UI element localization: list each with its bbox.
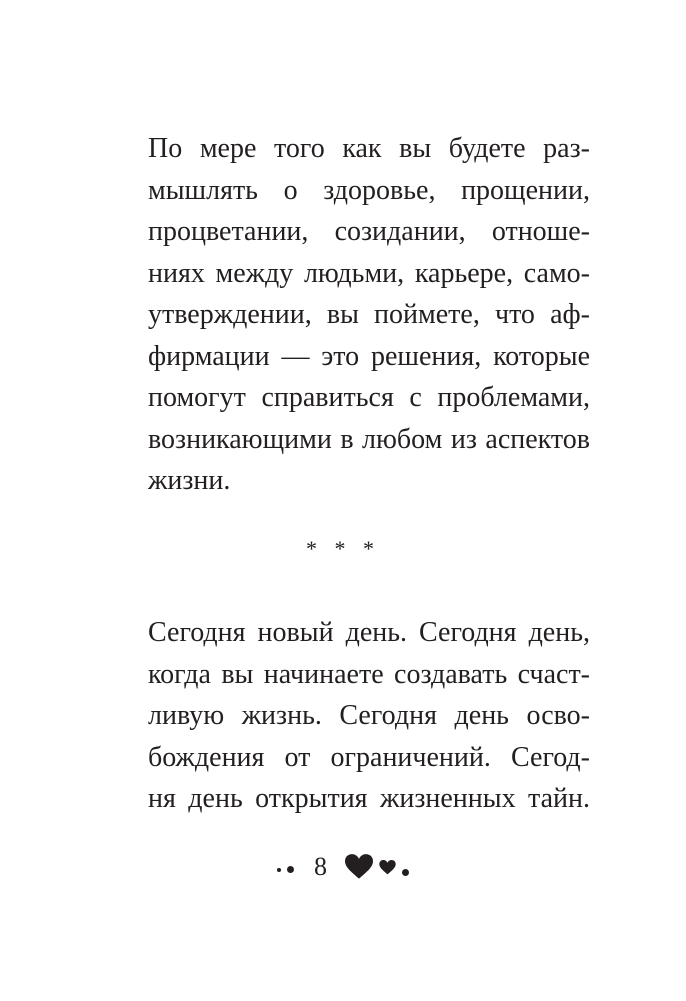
page-footer (0, 852, 686, 882)
text-line: ня день открытия жизненных тайн. (148, 783, 590, 814)
section-separator: * * * (306, 536, 380, 561)
page-number: 8 (314, 852, 327, 881)
text-line: По мере того как вы будете раз- (148, 133, 590, 164)
dot-icon (287, 866, 294, 873)
paragraph-1 (148, 128, 590, 502)
text-line: ниях между людьми, карьере, само- (148, 257, 590, 289)
text-line: жизни. (148, 465, 231, 496)
text-line: мышлять о здоровье, прощении, (148, 174, 590, 206)
heart-icon (379, 860, 396, 875)
paragraph-2 (148, 612, 590, 820)
text-line: фирмации — это решения, которые (148, 340, 590, 372)
heart-icon (345, 854, 373, 880)
text-line: Сегодня новый день. Сегодня день, (148, 617, 590, 648)
text-line: процветании, созидании, отноше- (148, 216, 590, 247)
text-line: возникающими в любом из аспектов (148, 423, 590, 455)
text-line: когда вы начинаете создавать счаст- (148, 658, 590, 690)
text-line: утверждении, вы поймете, что аф- (148, 299, 590, 330)
dot-icon (402, 869, 409, 876)
text-line: бождения от ограничений. Сегод- (148, 741, 590, 773)
dot-icon (277, 868, 281, 872)
text-line: помогут справиться с проблемами, (148, 382, 590, 413)
text-line: ливую жизнь. Сегодня день осво- (148, 700, 590, 731)
